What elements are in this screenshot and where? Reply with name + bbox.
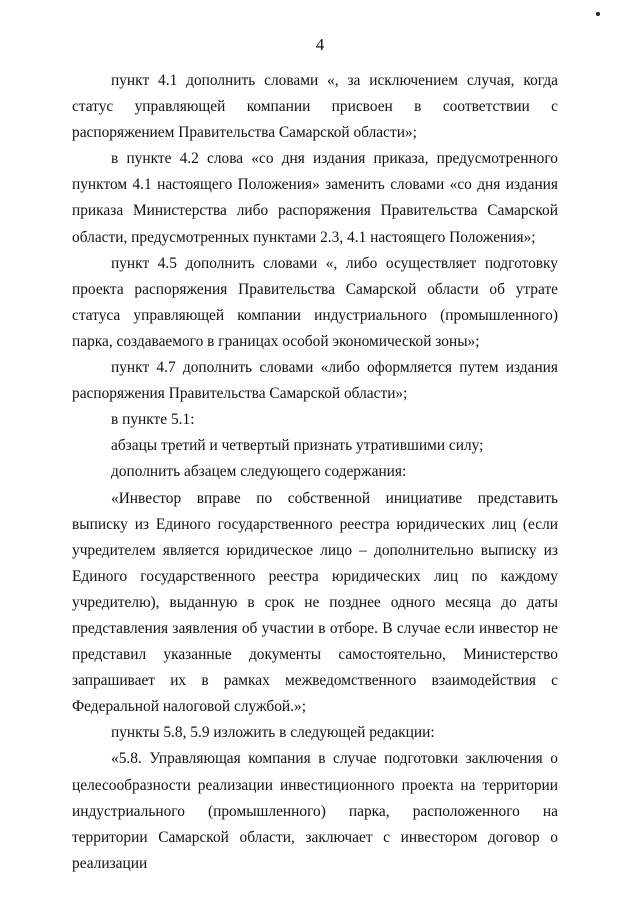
paragraph-5-1-repeal: абзацы третий и четвертый признать утратившими силу; [111,437,484,455]
page-number: 4 [315,35,325,54]
paragraph-5-1-intro: в пункте 5.1: [111,411,195,429]
paragraph-5-1-add: дополнить абзацем следующего содержания: [111,463,407,481]
paragraph-4-2: в пункте 4.2 слова «со дня издания приказа, предусмотренного пунктом 4.1 настоящего Положения» заменить словами «со дня издания приказа Министерства либо распоряжения Правительства Самарской области, предусмотренных пунктами 2.3, 4.1 настоящего Положения»; [72,150,558,246]
scan-mark [596,12,600,16]
paragraph-5-8: «5.8. Управляющая компания в случае подготовки заключения о целесообразности реализации инвестиционного проекта на территории индустриального (промышленного) парка, расположенного на территории Самарской области, заключает с инвестором договор о реализации [72,750,558,872]
paragraph-investor-quote: «Инвестор вправе по собственной инициативе представить выписку из Единого государственного реестра юридических лиц (если учредителем является юридическое лицо – дополнительно выписку из Единого государственного реестра юридических лиц по каждому учредителю), выданную в срок не позднее одного месяца до даты представления заявления об участии в отборе. В случае если инвестор не представил указанные документы самостоятельно, Министерство запрашивает их в рамках межведомственного взаимодействия с Федеральной налоговой службой.»; [72,489,558,716]
paragraph-4-1: пункт 4.1 дополнить словами «, за исключением случая, когда статус управляющей компании присвоен в соответствии с распоряжением Правительства Самарской области»; [72,72,558,142]
paragraph-5-8-5-9-intro: пункты 5.8, 5.9 изложить в следующей редакции: [111,724,435,742]
document-body [72,68,558,877]
paragraph-4-7: пункт 4.7 дополнить словами «либо оформляется путем издания распоряжения Правительства Самарской области»; [72,359,558,403]
paragraph-4-5: пункт 4.5 дополнить словами «, либо осуществляет подготовку проекта распоряжения Правительства Самарской области об утрате статуса управляющей компании индустриального (промышленного) парка, создаваемого в границах особой экономической зоны»; [72,254,558,350]
